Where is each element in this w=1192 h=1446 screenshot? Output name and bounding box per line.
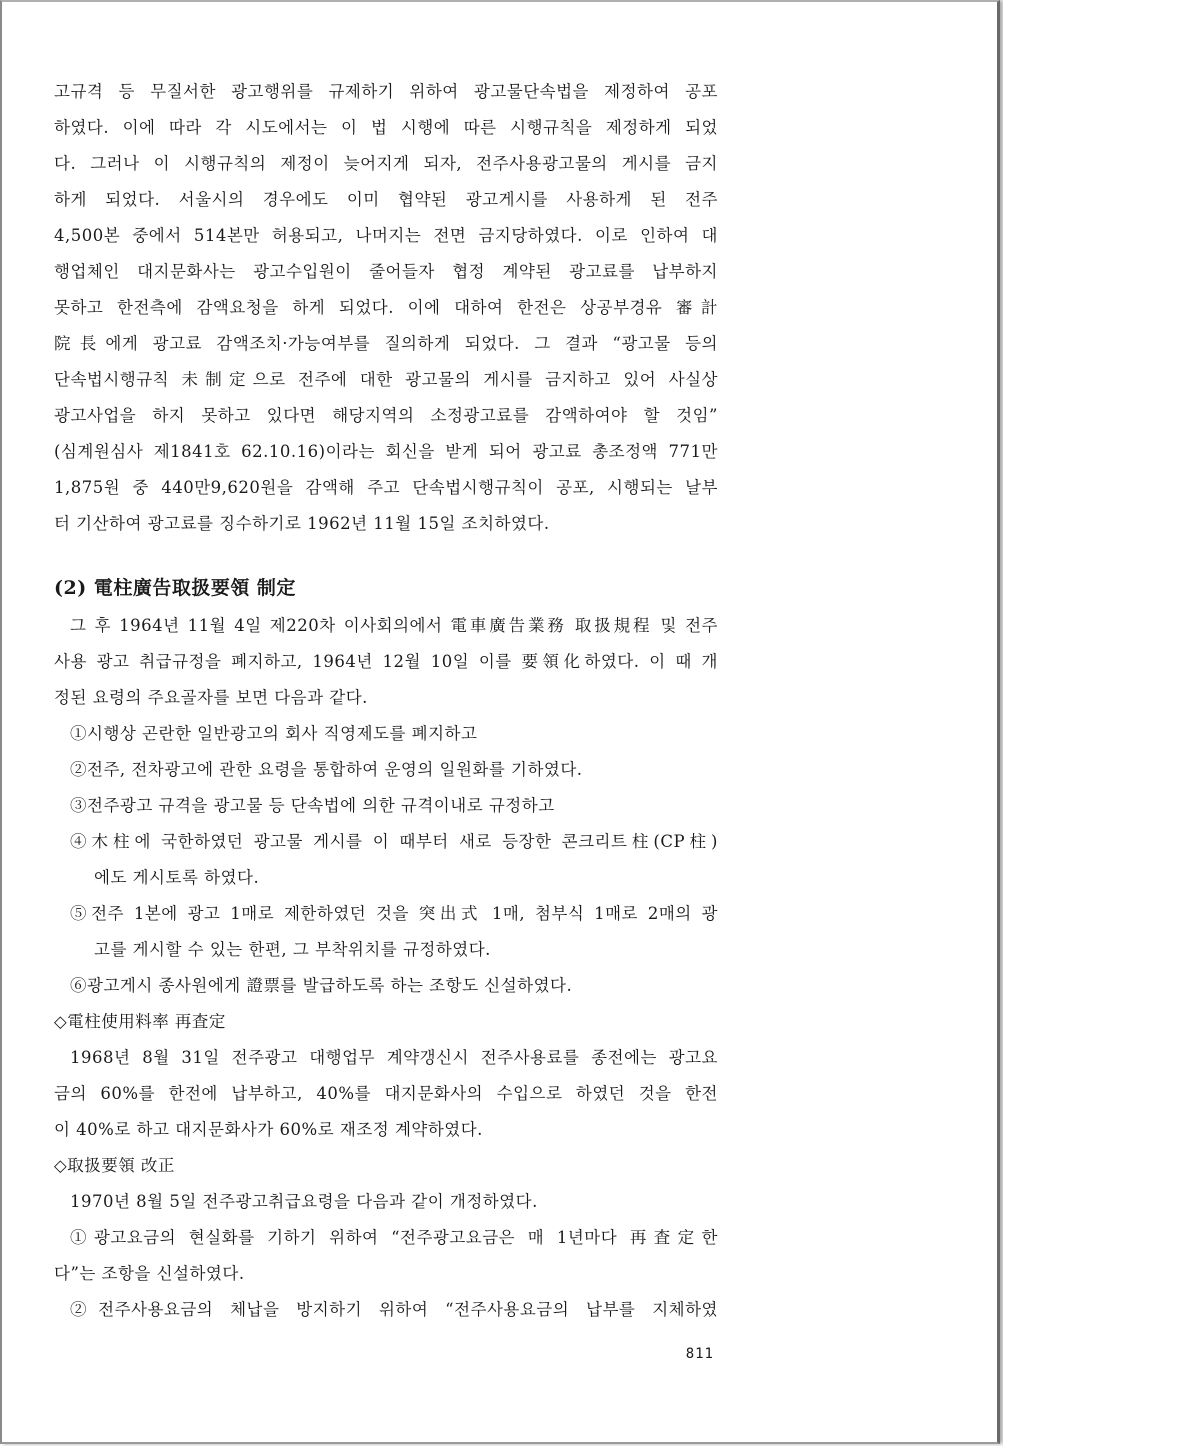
text-line: 이 40%로 하고 대지문화사가 60%로 재조정 계약하였다. xyxy=(54,1120,483,1139)
text-line: 광고사업을 하지 못하고 있다면 해당지역의 소정광고료를 감액하여야 할 것임” xyxy=(54,406,718,425)
text-line: 하게 되었다. 서울시의 경우에도 이미 협약된 광고게시를 사용하게 된 전주 xyxy=(54,190,718,209)
paragraph-1 xyxy=(54,74,718,542)
text-line: 못하고 한전측에 감액요청을 하게 되었다. 이에 대하여 한전은 상공부경유 審計 xyxy=(54,298,718,317)
text-line: 하였다. 이에 따라 각 시도에서는 이 법 시행에 따른 시행규칙을 제정하게 되었 xyxy=(54,118,718,137)
page-content xyxy=(54,74,718,1328)
text-line: 정된 요령의 주요골자를 보면 다음과 같다. xyxy=(54,688,368,707)
paragraph-4 xyxy=(54,1184,718,1328)
list-item: ①시행상 곤란한 일반광고의 회사 직영제도를 폐지하고 xyxy=(70,724,478,743)
page-number: 811 xyxy=(685,1346,714,1362)
list-item: ⑤전주 1본에 광고 1매로 제한하였던 것을 突出式 1매, 첨부식 1매로 2매의 광 xyxy=(70,904,718,923)
text-line: 다”는 조항을 신설하였다. xyxy=(54,1264,245,1283)
viewer-background xyxy=(1003,0,1192,1446)
text-line: ①광고요금의 현실화를 기하기 위하여 “전주광고요금은 매 1년마다 再査定한 xyxy=(70,1228,718,1247)
text-line: 다. 그러나 이 시행규칙의 제정이 늦어지게 되자, 전주사용광고물의 게시를 금지 xyxy=(54,154,718,173)
text-line: 1968년 8월 31일 전주광고 대행업무 계약갱신시 전주사용료를 종전에는 광고요 xyxy=(70,1048,718,1067)
list-item-continuation: 고를 게시할 수 있는 한편, 그 부착위치를 규정하였다. xyxy=(94,940,491,959)
text-line: 금의 60%를 한전에 납부하고, 40%를 대지문화사의 수입으로 하였던 것을 한전 xyxy=(54,1084,718,1103)
text-line: 터 기산하여 광고료를 징수하기로 1962년 11월 15일 조치하였다. xyxy=(54,514,550,533)
text-line: 1970년 8월 5일 전주광고취급요령을 다음과 같이 개정하였다. xyxy=(70,1192,538,1211)
text-line: 1,875원 중 440만9,620원을 감액해 주고 단속법시행규칙이 공포, 시행되는 날부 xyxy=(54,478,718,497)
subsection-heading: ◇電柱使用料率 再査定 xyxy=(54,1012,226,1031)
text-line: 고규격 등 무질서한 광고행위를 규제하기 위하여 광고물단속법을 제정하여 공포 xyxy=(54,82,718,101)
text-line: 그 후 1964년 11월 4일 제220차 이사회의에서 電車廣告業務 取扱規程 및 전주 xyxy=(70,616,718,635)
text-line: 사용 광고 취급규정을 폐지하고, 1964년 12월 10일 이를 要領化하였다. 이 때 개 xyxy=(54,652,718,671)
list-item: ②전주, 전차광고에 관한 요령을 통합하여 운영의 일원화를 기하였다. xyxy=(70,760,583,779)
list-item: ⑥광고게시 종사원에게 證票를 발급하도록 하는 조항도 신설하였다. xyxy=(70,976,573,995)
paragraph-2 xyxy=(54,608,718,716)
subsection-heading: ◇取扱要領 改正 xyxy=(54,1156,175,1175)
list-item-continuation: 에도 게시토록 하였다. xyxy=(94,868,260,887)
text-line: 院長에게 광고료 감액조치·가능여부를 질의하게 되었다. 그 결과 “광고물 등의 xyxy=(54,334,718,353)
text-line: ②전주사용요금의 체납을 방지하기 위하여 “전주사용요금의 납부를 지체하였 xyxy=(70,1300,718,1319)
numbered-list xyxy=(54,716,718,1004)
list-item: ③전주광고 규격을 광고물 등 단속법에 의한 규격이내로 규정하고 xyxy=(70,796,555,815)
section-heading: (2) 電柱廣告取扱要領 制定 xyxy=(54,577,296,599)
paragraph-3 xyxy=(54,1040,718,1148)
text-line: 행업체인 대지문화사는 광고수입원이 줄어들자 협정 계약된 광고료를 납부하지 xyxy=(54,262,718,281)
text-line: 단속법시행규칙 未制定으로 전주에 대한 광고물의 게시를 금지하고 있어 사실상 xyxy=(54,370,718,389)
text-line: (심계원심사 제1841호 62.10.16)이라는 회신을 받게 되어 광고료 총조정액 771만 xyxy=(54,442,718,461)
text-line: 4,500본 중에서 514본만 허용되고, 나머지는 전면 금지당하였다. 이로 인하여 대 xyxy=(54,226,718,245)
list-item: ④木柱에 국한하였던 광고물 게시를 이 때부터 새로 등장한 콘크리트柱(CP柱) xyxy=(70,832,718,851)
